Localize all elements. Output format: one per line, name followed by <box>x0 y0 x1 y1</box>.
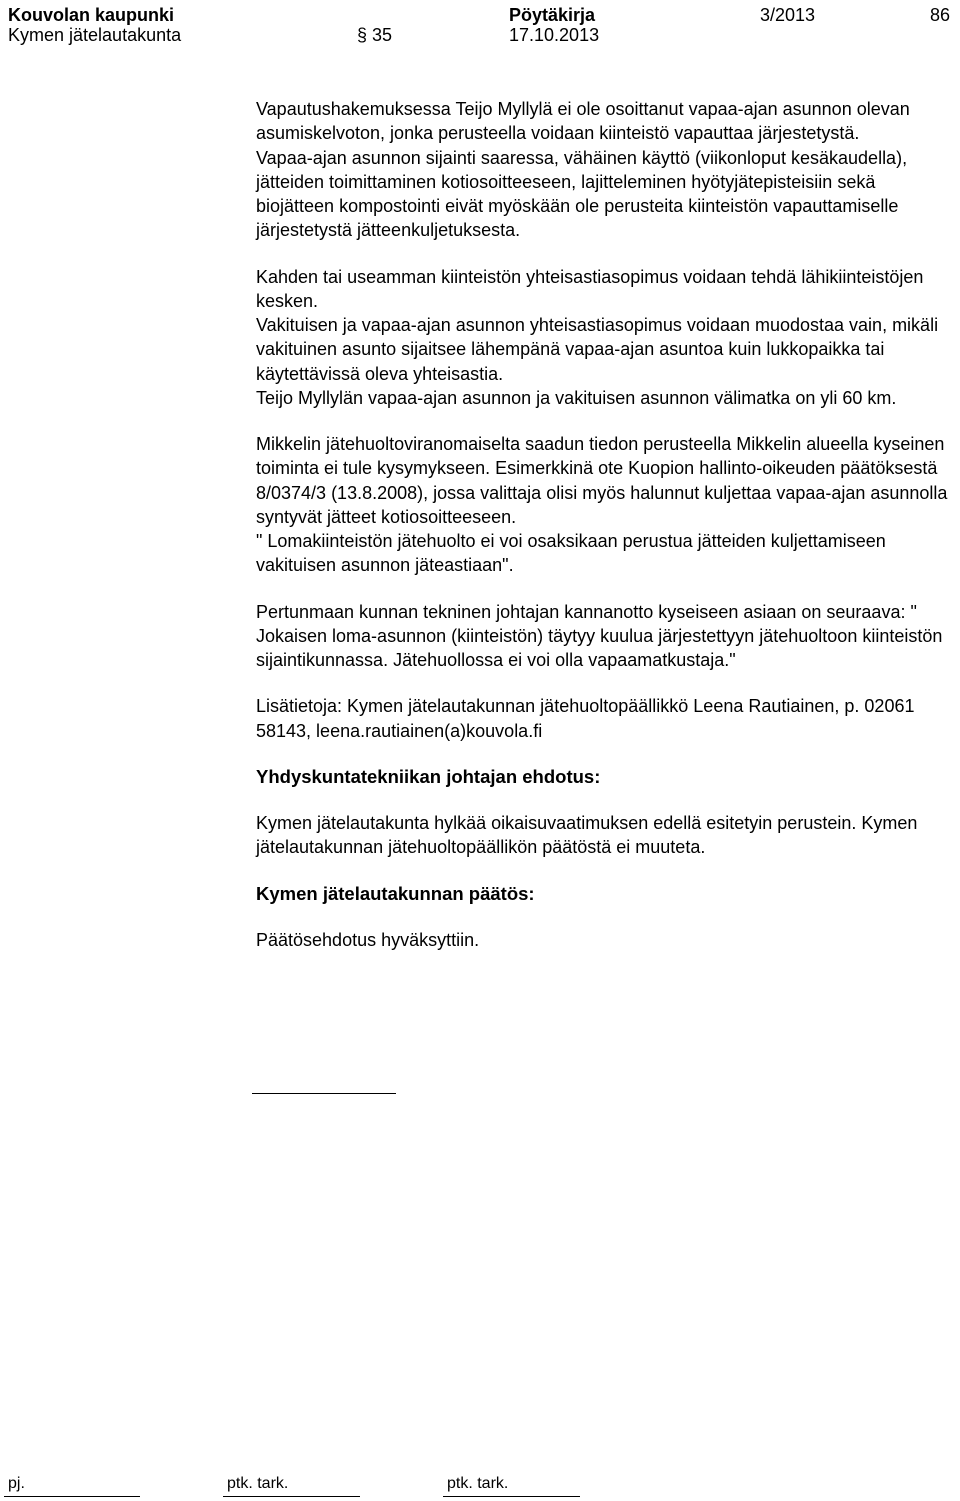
signature-divider <box>252 1093 396 1094</box>
paragraph-proposal: Kymen jätelautakunta hylkää oikaisuvaatimuksen edellä esitetyin perustein. Kymen jätelautakunnan jätehuoltopäällikön päätöstä ei muuteta. <box>256 813 918 858</box>
paragraph-court-quote: " Lomakiinteistön jätehuolto ei voi osaksikaan perustua jätteiden kuljettamiseen vakituisen asunnon jäteastiaan". <box>256 531 886 576</box>
paragraph-mikkeli-example: Mikkelin jätehuoltoviranomaiselta saadun tiedon perusteella Mikkelin alueella kyseinen toiminta ei tule kysymykseen. Esimerkkinä ote Kuopion hallinto-oikeuden päätöksestä 8/0374/3 (13.8.2008), jossa valittaja olisi myös halunnut kuljettaa vapaa-ajan asunnolla syntyvät jätteet kotiosoitteeseen. <box>256 434 948 527</box>
document-body <box>256 97 958 952</box>
paragraph-contact-info: Lisätietoja: Kymen jätelautakunnan jätehuoltopäällikkö Leena Rautiainen, p. 02061 58143, leena.rautiainen(a)kouvola.fi <box>256 696 915 741</box>
org-name: Kouvolan kaupunki <box>8 5 175 25</box>
footer-chair-label: pj. <box>8 1475 25 1492</box>
paragraph-shared-bin-neighbours: Kahden tai useamman kiinteistön yhteisastiasopimus voidaan tehdä lähikiinteistöjen kesken. <box>256 266 924 311</box>
paragraph-distance: Teijo Myllylän vapaa-ajan asunnon ja vakituisen asunnon välimatka on yli 60 km. <box>256 387 897 408</box>
footer-checker2-line <box>443 1496 580 1497</box>
paragraph-exemption-application: Vapautushakemuksessa Teijo Myllylä ei ole osoittanut vapaa-ajan asunnon olevan asumiskelvoton, jonka perusteella voidaan kiinteistö vapauttaa järjestetystä. <box>256 99 910 144</box>
heading-decision: Kymen jätelautakunnan päätös: <box>256 882 535 904</box>
footer-checker1-label: ptk. tark. <box>227 1475 289 1492</box>
document-type: Pöytäkirja <box>509 5 596 25</box>
paragraph-pertunmaa-statement: Pertunmaan kunnan tekninen johtajan kannanotto kyseiseen asiaan on seuraava: " Jokaisen loma-asunnon (kiinteistön) täytyy kuulua järjestettyyn jätehuoltoon kiinteistön sijaintikunnassa. Jätehuollossa ei voi olla vapaamatkustaja." <box>256 601 943 670</box>
heading-proposal: Yhdyskuntatekniikan johtajan ehdotus: <box>256 765 601 787</box>
committee-name: Kymen jätelautakunta <box>8 25 182 45</box>
paragraph-shared-bin-conditions: Vakituisen ja vapaa-ajan asunnon yhteisastiasopimus voidaan muodostaa vain, mikäli vakituinen asunto sijaitsee lähempänä vapaa-ajan asuntoa kuin lukkopaikka tai käytettävissä oleva yhteisastia. <box>256 315 939 384</box>
footer-checker2-label: ptk. tark. <box>447 1475 509 1492</box>
footer-chair-line <box>4 1496 140 1497</box>
footer-checker1-line <box>223 1496 360 1497</box>
page-number: 86 <box>930 5 951 25</box>
section-number: § 35 <box>357 25 393 45</box>
paragraph-decision: Päätösehdotus hyväksyttiin. <box>256 929 480 950</box>
document-number: 3/2013 <box>760 5 816 25</box>
paragraph-holiday-home-usage: Vapaa-ajan asunnon sijainti saaressa, vähäinen käyttö (viikonloput kesäkaudella), jätteiden toimittaminen kotiosoitteeseen, lajitteleminen hyötyjätepisteisiin sekä biojätteen kompostointi eivät myöskään ole perusteita kiinteistön vapauttamiselle järjestetystä jätteenkuljetuksesta. <box>256 147 908 241</box>
meeting-date: 17.10.2013 <box>509 25 600 45</box>
